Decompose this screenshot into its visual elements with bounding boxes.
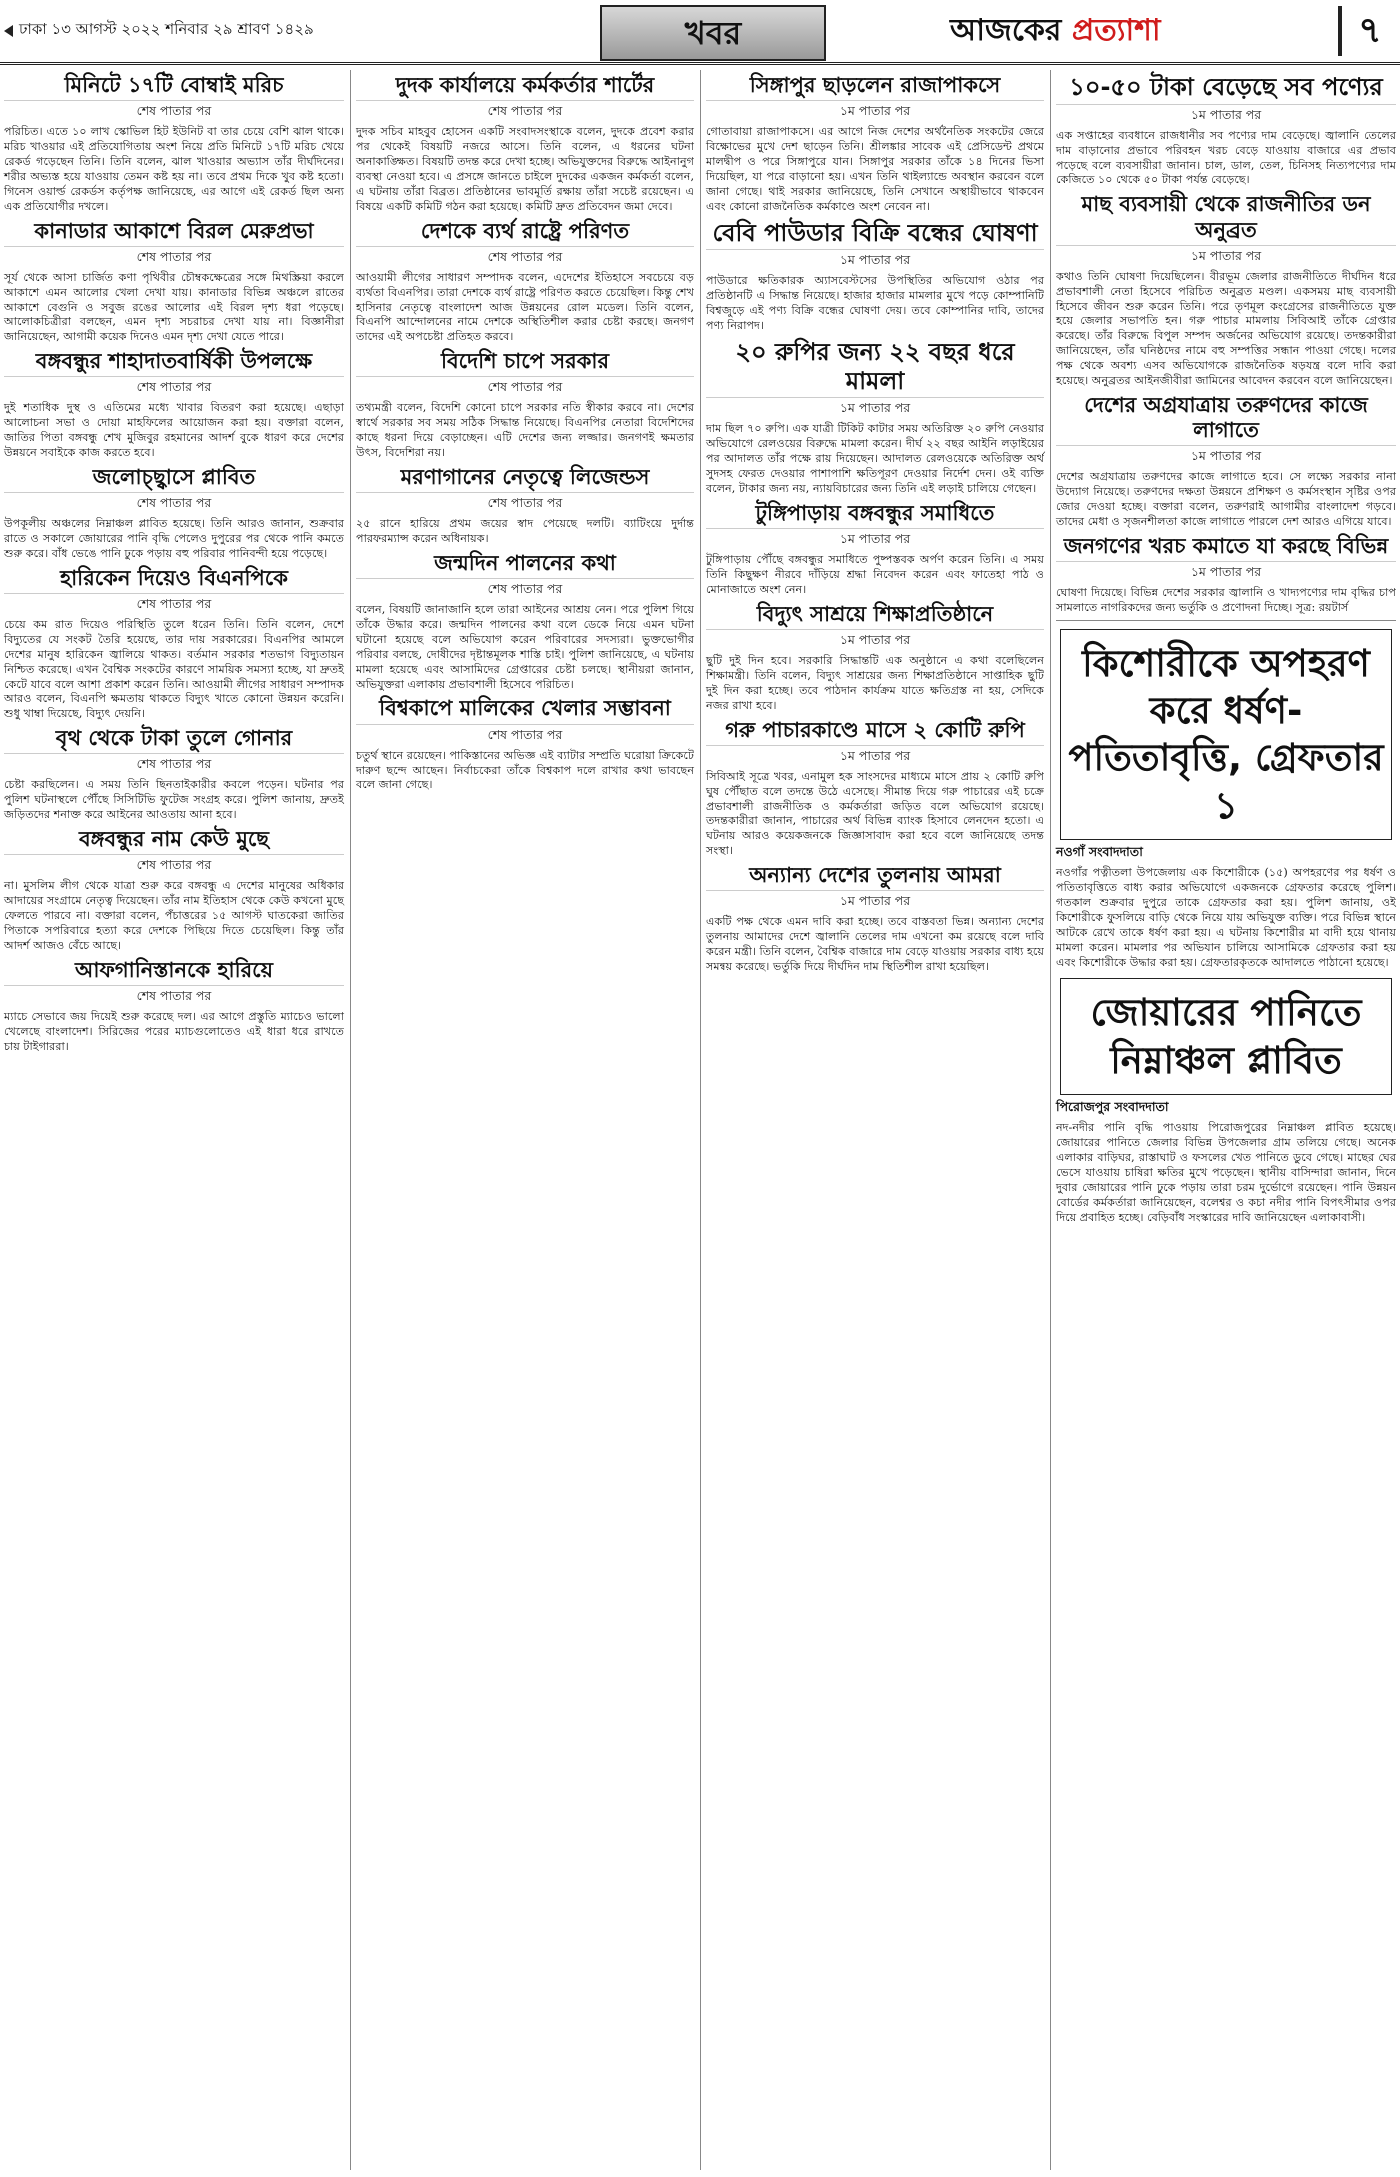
- column-divider: [1050, 70, 1051, 2170]
- column-divider: [700, 70, 701, 2170]
- article-body: এক সপ্তাহের ব্যবধানে রাজধানীর সব পণ্যের দাম বেড়েছে। জ্বালানি তেলের দাম বাড়ানোর প্রভাবে পরিবহন খরচ বেড়ে যাওয়ায় বাজারে এর প্রভাব পড়েছে বলে ব্যবসায়ীরা জানান। চাল, ডাল, তেল, চিনিসহ নিত্যপণ্যের দাম কেজিতে ১০ থেকে ৫০ টাকা পর্যন্ত বেড়েছে।: [1056, 128, 1396, 187]
- article-body: টুঙ্গিপাড়ায় পৌঁছে বঙ্গবন্ধুর সমাধিতে পুষ্পস্তবক অর্পণ করেন তিনি। এ সময় তিনি কিছুক্ষণ নীরবে দাঁড়িয়ে শ্রদ্ধা নিবেদন করেন এবং ফাতেহা পাঠ ও মোনাজাতে অংশ নেন।: [706, 553, 1044, 596]
- article: [4, 958, 344, 1055]
- article-body: আওয়ামী লীগের সাধারণ সম্পাদক বলেন, এদেশের ইতিহাসে সবচেয়ে বড় ব্যর্থতা বিএনপির। তারা দেশকে ব্যর্থ রাষ্ট্রে পরিণত করতে চেয়েছিল। কিন্তু শেখ হাসিনার নেতৃত্বে বাংলাদেশ আজ উন্নয়নের রোল মডেল। তিনি বলেন, বিএনপি আন্দোলনের নামে দেশকে অস্থিতিশীল করার চেষ্টা করছে। জনগণ তাদের এই অপচেষ্টা প্রতিহত করবে।: [356, 270, 694, 344]
- column-4: [1052, 70, 1400, 2170]
- column-1: [0, 70, 348, 2170]
- article-body: তথ্যমন্ত্রী বলেন, বিদেশি কোনো চাপে সরকার নতি স্বীকার করবে না। দেশের স্বার্থে সরকার সব সময় সঠিক সিদ্ধান্ত নিয়েছে। বিএনপির নেতারা বিদেশিদের কাছে ধরনা দিয়ে বেড়াচ্ছেন। এটি দেশের জন্য লজ্জার। জনগণই ক্ষমতার উৎস, বিদেশিরা নয়।: [356, 401, 694, 460]
- article-body: দুদক সচিব মাহবুব হোসেন একটি সংবাদসংস্থাকে বলেন, দুদকে প্রবেশ করার পর থেকেই বিষয়টি নজরে আসে। তিনি বলেন, এ ধরনের ঘটনা অনাকাঙ্ক্ষিত। বিষয়টি তদন্ত করে দেখা হচ্ছে। অভিযুক্তদের বিরুদ্ধে আইনানুগ ব্যবস্থা নেওয়া হবে। এ প্রসঙ্গে জানতে চাইলে দুদকের একজন কর্মকর্তা বলেন, এ ঘটনায় তাঁরা বিব্রত। প্রতিষ্ঠানের ভাবমূর্তি রক্ষায় তাঁরা সচেষ্ট রয়েছেন। এ বিষয়ে একটি কমিটি গঠন করা হয়েছে। কমিটি দ্রুত প্রতিবেদন জমা দেবে।: [356, 125, 694, 213]
- page-number: ৭: [1338, 6, 1398, 56]
- continued-label: ১ম পাতার পর: [1190, 448, 1262, 464]
- article-body: ২৫ রানে হারিয়ে প্রথম জয়ের স্বাদ পেয়েছে দলটি। ব্যাটিংয়ে দুর্দান্ত পারফরম্যান্স করেন অধিনায়ক।: [356, 517, 694, 545]
- article: [706, 73, 1044, 215]
- headline: বিশ্বকাপে মালিকের খেলার সম্ভাবনা: [356, 696, 694, 724]
- headline: ১০-৫০ টাকা বেড়েছে সব পণ্যের: [1056, 73, 1396, 105]
- headline: জন্মদিন পালনের কথা: [356, 551, 694, 579]
- article: [1056, 192, 1396, 389]
- article-body: চতুর্থ স্থানে রয়েছেন। পাকিস্তানের অভিজ্ঞ এই ব্যাটার সম্প্রতি ঘরোয়া ক্রিকেটে দারুণ ছন্দে আছেন। নির্বাচকেরা তাঁকে বিশ্বকাপ দলে রাখার কথা ভাবছেন বলে জানা গেছে।: [356, 748, 694, 792]
- continued-label: শেষ পাতার পর: [487, 103, 563, 119]
- headline: দেশকে ব্যর্থ রাষ্ট্রে পরিণত: [356, 219, 694, 247]
- headline: হারিকেন দিয়েও বিএনপিকে: [4, 566, 344, 594]
- masthead: [0, 0, 1400, 62]
- article-body: আজকের: [950, 13, 1062, 48]
- continued-label: ১ম পাতার পর: [839, 103, 911, 119]
- continued-label: শেষ পাতার পর: [487, 726, 563, 742]
- article: [4, 219, 344, 346]
- headline: জলোচ্ছ্বাসে প্লাবিত: [4, 465, 344, 493]
- continued-label: ১ম পাতার পর: [1190, 247, 1262, 263]
- column-divider: [350, 70, 351, 2170]
- headline: ২০ রুপির জন্য ২২ বছর ধরে মামলা: [706, 338, 1044, 399]
- article: [706, 863, 1044, 975]
- article: [356, 219, 694, 346]
- headline: বিদ্যুৎ সাশ্রয়ে শিক্ষাপ্রতিষ্ঠানে: [706, 602, 1044, 630]
- article: [4, 566, 344, 722]
- article-body: দাম ছিল ৭০ রুপি। এক যাত্রী টিকিট কাটার সময় অতিরিক্ত ২০ রুপি নেওয়ার অভিযোগে রেলওয়ের বিরুদ্ধে মামলা করেন। দীর্ঘ ২২ বছর আইনি লড়াইয়ের পর আদালত তাঁর পক্ষে রায় দিয়েছেন। আদালত রেলওয়েকে অতিরিক্ত অর্থ সুদসহ ফেরত দেওয়ার পাশাপাশি ক্ষতিপূরণ দেওয়ার নির্দেশ দেন। ওই ব্যক্তি বলেন, টাকার জন্য নয়, ন্যায়বিচারের জন্য তিনি এই লড়াই চালিয়ে গেছেন।: [706, 422, 1044, 496]
- masthead-rule: [0, 62, 1400, 65]
- headline: মাছ ব্যবসায়ী থেকে রাজনীতির ডন অনুব্রত: [1056, 192, 1396, 245]
- headline: দেশের অগ্রযাত্রায় তরুণদের কাজে লাগাতে: [1056, 393, 1396, 446]
- byline: নওগাঁ সংবাদদাতা: [1056, 844, 1143, 860]
- column-2: [352, 70, 698, 2170]
- article: [356, 73, 694, 215]
- divider: [1056, 620, 1396, 621]
- column-3: [702, 70, 1048, 2170]
- article: [706, 338, 1044, 497]
- article: [1056, 393, 1396, 530]
- continued-label: ১ম পাতার পর: [839, 631, 911, 647]
- article-body: উপকূলীয় অঞ্চলের নিম্নাঞ্চল প্লাবিত হয়েছে। তিনি আরও জানান, শুক্রবার রাতে ও সকালে জোয়ারের পানি বৃদ্ধি পেলেও দুপুরের পর থেকে পানি কমতে শুরু করে। বাঁধ ভেঙে পানি ঢুকে পড়ায় বহু পরিবার পানিবন্দী হয়ে পড়েছে।: [4, 517, 344, 560]
- headline: কানাডার আকাশে বিরল মেরুপ্রভা: [4, 219, 344, 247]
- article-body: না। মুসলিম লীগ থেকে যাত্রা শুরু করে বঙ্গবন্ধু এ দেশের মানুষের অধিকার আদায়ের সংগ্রামে নেতৃত্ব দিয়েছেন। তাঁর নাম ইতিহাস থেকে কেউ কখনো মুছে ফেলতে পারবে না। বক্তারা বলেন, পঁচাত্তরের ১৫ আগস্ট ঘাতকেরা জাতির পিতাকে সপরিবারে হত্যা করে দেশকে পিছিয়ে দিতে চেয়েছিল। কিন্তু তাঁর আদর্শ আজও বেঁচে আছে।: [4, 879, 344, 952]
- article: [1056, 629, 1396, 971]
- continued-label: ১ম পাতার পর: [1190, 563, 1262, 579]
- continued-label: ১ম পাতার পর: [839, 531, 911, 547]
- continued-label: শেষ পাতার পর: [136, 103, 212, 119]
- article-body: গোতাবায়া রাজাপাকসে। এর আগে নিজ দেশের অর্থনৈতিক সংকটের জেরে বিক্ষোভের মুখে দেশ ছাড়েন তিনি। শ্রীলঙ্কার সাবেক এই প্রেসিডেন্ট প্রথমে মালদ্বীপ ও পরে সিঙ্গাপুরে যান। সিঙ্গাপুর সরকার তাঁকে ১৪ দিনের ভিসা দিয়েছিল, যা পরে বাড়ানো হয়। এখন তিনি থাইল্যান্ডে অবস্থান করবেন বলে জানা গেছে। থাই সরকার জানিয়েছে, তিনি সেখানে অস্থায়ীভাবে থাকবেন এবং কোনো রাজনৈতিক কর্মকাণ্ডে অংশ নেবেন না।: [706, 125, 1044, 213]
- article: [4, 827, 344, 954]
- article-body: ম্যাচে সেভাবে জয় দিয়েই শুরু করেছে দল। এর আগে প্রস্তুতি ম্যাচেও ভালো খেলেছে বাংলাদেশ। সিরিজের পরের ম্যাচগুলোতেও এই ধারা ধরে রাখতে চায় টাইগাররা।: [4, 1009, 344, 1053]
- continued-label: শেষ পাতার পর: [136, 379, 212, 395]
- continued-label: শেষ পাতার পর: [136, 857, 212, 873]
- continued-label: ১ম পাতার পর: [839, 400, 911, 416]
- article-body: ছুটি দুই দিন হবে। সরকারি সিদ্ধান্তটি এক অনুষ্ঠানে এ কথা বলেছিলেন শিক্ষামন্ত্রী। তিনি বলেন, বিদ্যুৎ সাশ্রয়ের জন্য শিক্ষাপ্রতিষ্ঠানে সাপ্তাহিক ছুটি দুই দিন করা হচ্ছে। তবে পাঠদান কার্যক্রম যাতে ক্ষতিগ্রস্ত না হয়, সেদিকে নজর রাখা হবে।: [706, 653, 1044, 712]
- article-body: সূর্য থেকে আসা চার্জিত কণা পৃথিবীর চৌম্বকক্ষেত্রের সঙ্গে মিথস্ক্রিয়া করলে আকাশে এমন আলোর খেলা দেখা যায়। কানাডার বিভিন্ন অঞ্চলে রাতের আকাশে বেগুনি ও সবুজ রঙের আলোর এই বিরল দৃশ্য ধরা পড়েছে। আলোকচিত্রীরা বলছেন, এমন দৃশ্য সচরাচর দেখা যায় না। বিজ্ঞানীরা জানিয়েছেন, আগামী কয়েক দিনেও এমন দৃশ্য দেখা যেতে পারে।: [4, 270, 344, 344]
- headline: জনগণের খরচ কমাতে যা করছে বিভিন্ন: [1056, 534, 1396, 562]
- headline: বঙ্গবন্ধুর নাম কেউ মুছে: [4, 827, 344, 855]
- continued-label: ১ম পাতার পর: [839, 747, 911, 763]
- article: [706, 602, 1044, 714]
- continued-label: শেষ পাতার পর: [136, 987, 212, 1003]
- section-title: খবর: [600, 5, 826, 61]
- article-body: নওগাঁর পত্নীতলা উপজেলায় এক কিশোরীকে (১৫) অপহরণের পর ধর্ষণ ও পতিতাবৃত্তিতে বাধ্য করার অভিযোগে একজনকে গ্রেফতার করেছে পুলিশ। গতকাল শুক্রবার দুপুরে তাকে গ্রেফতার করা হয়। পুলিশ জানায়, ওই কিশোরীকে ফুসলিয়ে বাড়ি থেকে নিয়ে যায় অভিযুক্ত ব্যক্তি। পরে বিভিন্ন স্থানে আটকে রেখে তাকে ধর্ষণ করা হয়। এ ঘটনায় কিশোরীর মা বাদী হয়ে থানায় মামলা করেন। মামলার পর অভিযান চালিয়ে আসামিকে গ্রেফতার করা হয় এবং কিশোরীকে উদ্ধার করা হয়। গ্রেফতারকৃতকে আদালতে পাঠানো হয়েছে।: [1056, 866, 1396, 969]
- article-body: দেশের অগ্রযাত্রায় তরুণদের কাজে লাগাতে হবে। সে লক্ষ্যে সরকার নানা উদ্যোগ নিয়েছে। তরুণদের দক্ষতা উন্নয়নে প্রশিক্ষণ ও কর্মসংস্থান সৃষ্টির ওপর জোর দেওয়া হচ্ছে। বক্তারা বলেন, তরুণরাই আগামীর বাংলাদেশ গড়বে। তাদের মেধা ও সৃজনশীলতা কাজে লাগাতে পারলে দেশ আরও এগিয়ে যাবে।: [1056, 470, 1396, 528]
- article-body: ঘোষণা দিয়েছে। বিভিন্ন দেশের সরকার জ্বালানি ও খাদ্যপণ্যের দাম বৃদ্ধির চাপ সামলাতে নাগরিকদের জন্য ভর্তুকি ও প্রণোদনা দিচ্ছে। সূত্র: রয়টার্স: [1056, 585, 1396, 614]
- headline: মিনিটে ১৭টি বোম্বাই মরিচ: [4, 73, 344, 101]
- article-body: বলেন, বিষয়টি জানাজানি হলে তারা আইনের আশ্রয় নেন। পরে পুলিশ গিয়ে তাঁকে উদ্ধার করে। জন্মদিন পালনের কথা বলে ডেকে নিয়ে এমন ঘটনা ঘটানো হয়েছে বলে অভিযোগ করেন পরিবারের সদস্যরা। ভুক্তভোগীর পরিবার বলছে, দোষীদের দৃষ্টান্তমূলক শাস্তি চাই। পুলিশ জানিয়েছে, এ ঘটনায় মামলা হয়েছে এবং আসামিদের গ্রেপ্তারের চেষ্টা চলছে। স্থানীয়রা জানান, অভিযুক্তরা এলাকায় প্রভাবশালী হিসেবে পরিচিত।: [356, 603, 694, 691]
- article: [706, 501, 1044, 598]
- article: [4, 726, 344, 823]
- article-body: প্রত্যাশা: [1071, 13, 1161, 48]
- arrow-left-icon: [4, 25, 13, 37]
- continued-label: শেষ পাতার পর: [487, 495, 563, 511]
- article: [706, 718, 1044, 860]
- article-body: ঢাকা ১৩ আগস্ট ২০২২ শনিবার ২৯ শ্রাবণ ১৪২৯: [19, 20, 314, 38]
- headline: দুদক কার্যালয়ে কর্মকর্তার শার্টের: [356, 73, 694, 101]
- article: [706, 219, 1044, 334]
- headline: গরু পাচারকাণ্ডে মাসে ২ কোটি রুপি: [706, 718, 1044, 746]
- logo: [950, 6, 1161, 57]
- article-body: একটি পক্ষ থেকে এমন দাবি করা হচ্ছে। তবে বাস্তবতা ভিন্ন। অন্যান্য দেশের তুলনায় আমাদের দেশে জ্বালানি তেলের দাম এখনো কম রয়েছে বলে দাবি করেন মন্ত্রী। তিনি বলেন, বৈশ্বিক বাজারে দাম বেড়ে যাওয়ায় সরকার বাধ্য হয়ে সমন্বয় করেছে। ভর্তুকি দিয়ে দীর্ঘদিন দাম স্থিতিশীল রাখা হয়েছিল।: [706, 915, 1044, 973]
- headline: অন্যান্য দেশের তুলনায় আমরা: [706, 863, 1044, 891]
- article-body: চেষ্টা করছিলেন। এ সময় তিনি ছিনতাইকারীর কবলে পড়েন। ঘটনার পর পুলিশ ঘটনাস্থলে পৌঁছে সিসিটিভি ফুটেজ সংগ্রহ করে। পুলিশ জানায়, দ্রুতই জড়িতদের শনাক্ত করে আইনের আওতায় আনা হবে।: [4, 778, 344, 822]
- continued-label: শেষ পাতার পর: [487, 248, 563, 264]
- article: [1056, 978, 1396, 1225]
- headline-box: কিশোরীকে অপহরণ করে ধর্ষণ-পতিতাবৃত্তি, গ্রেফতার ১: [1060, 629, 1392, 840]
- continued-label: ১ম পাতার পর: [1190, 106, 1262, 122]
- date-line: [4, 18, 314, 43]
- headline: বঙ্গবন্ধুর শাহাদাতবার্ষিকী উপলক্ষে: [4, 349, 344, 377]
- article: [356, 349, 694, 461]
- continued-label: শেষ পাতার পর: [136, 595, 212, 611]
- headline: বেবি পাউডার বিক্রি বন্ধের ঘোষণা: [706, 219, 1044, 251]
- article-body: নদ-নদীর পানি বৃদ্ধি পাওয়ায় পিরোজপুরের নিম্নাঞ্চল প্লাবিত হয়েছে। জোয়ারের পানিতে জেলার বিভিন্ন উপজেলার গ্রাম তলিয়ে গেছে। অনেক এলাকার বাড়িঘর, রাস্তাঘাট ও ফসলের খেত পানিতে ডুবে গেছে। মাছের ঘের ভেসে যাওয়ায় চাষিরা ক্ষতির মুখে পড়েছেন। স্থানীয় বাসিন্দারা জানান, দিনে দুবার জোয়ারের পানি ঢুকে পড়ায় তারা চরম দুর্ভোগে রয়েছেন। পানি উন্নয়ন বোর্ডের কর্মকর্তারা জানিয়েছেন, বলেশ্বর ও কচা নদীর পানি বিপৎসীমার ওপর দিয়ে প্রবাহিত হচ্ছে। বেড়িবাঁধ সংস্কারের দাবি জানিয়েছেন এলাকাবাসী।: [1056, 1121, 1396, 1224]
- headline: মরণাগানের নেতৃত্বে লিজেন্ডস: [356, 465, 694, 493]
- headline: বৃথ থেকে টাকা তুলে গোনার: [4, 726, 344, 754]
- article-body: কথাও তিনি ঘোষণা দিয়েছিলেন। বীরভূম জেলার রাজনীতিতে দীর্ঘদিন ধরে প্রভাবশালী নেতা হিসেবে পরিচিত অনুব্রত মণ্ডল। একসময় মাছ ব্যবসায়ী হিসেবে জীবন শুরু করেন তিনি। পরে তৃণমূল কংগ্রেসের রাজনীতিতে যুক্ত হয়ে জেলার সভাপতি হন। গরু পাচার মামলায় সিবিআই তাঁকে গ্রেপ্তার করেছে। তাঁর বিরুদ্ধে বিপুল সম্পদ অর্জনের অভিযোগ রয়েছে। তদন্তকারীরা জানিয়েছেন, তাঁর ঘনিষ্ঠদের নামে বহু সম্পত্তির সন্ধান পাওয়া গেছে। দলের পক্ষ থেকে অবশ্য এসব অভিযোগকে রাজনৈতিক ষড়যন্ত্র বলে দাবি করা হয়েছে। অনুব্রতর আইনজীবীরা জামিনের আবেদন করবেন বলে জানিয়েছেন।: [1056, 269, 1396, 387]
- continued-label: শেষ পাতার পর: [136, 756, 212, 772]
- article-body: চেয়ে কম রাত দিয়েও পরিস্থিতি তুলে ধরেন তিনি। তিনি বলেন, দেশে বিদ্যুতের যে সংকট তৈরি হয়েছে, তার দায় সরকারের। বিএনপির আমলে দেশের মানুষ হারিকেন জ্বালিয়ে থাকত। বর্তমান সরকার শতভাগ বিদ্যুতায়ন নিশ্চিত করেছে। এখন বৈশ্বিক সংকটের কারণে সাময়িক সমস্যা হচ্ছে, যা দ্রুতই কেটে যাবে বলে আশা প্রকাশ করেন তিনি। আওয়ামী লীগের সাধারণ সম্পাদক আরও বলেন, বিএনপি ক্ষমতায় থাকতে বিদ্যুৎ খাতে কোনো উন্নয়ন করেনি। শুধু খাম্বা দিয়েছে, বিদ্যুৎ দেয়নি।: [4, 617, 344, 721]
- headline: আফগানিস্তানকে হারিয়ে: [4, 958, 344, 986]
- article-body: দুই শতাধিক দুস্থ ও এতিমের মধ্যে খাবার বিতরণ করা হয়েছে। এছাড়া আলোচনা সভা ও দোয়া মাহফিলের আয়োজন করা হয়। বক্তারা বলেন, জাতির পিতা বঙ্গবন্ধু শেখ মুজিবুর রহমানের আদর্শ বুকে ধারণ করে দেশের উন্নয়নে সবাইকে কাজ করতে হবে।: [4, 401, 344, 460]
- continued-label: শেষ পাতার পর: [487, 379, 563, 395]
- article: [4, 349, 344, 461]
- article: [356, 465, 694, 547]
- article: [1056, 534, 1396, 616]
- continued-label: শেষ পাতার পর: [136, 248, 212, 264]
- article: [4, 465, 344, 562]
- article-body: সিবিআই সূত্রে খবর, এনামুল হক সাংসদের মাধ্যমে মাসে প্রায় ২ কোটি রুপি ঘুষ পৌঁছাত বলে তদন্তে উঠে এসেছে। সীমান্ত দিয়ে গরু পাচারের এই চক্রে প্রভাবশালী রাজনীতিক ও কর্মকর্তারা জড়িত বলে অভিযোগ রয়েছে। তদন্তকারীরা জানান, পাচারের অর্থ বিভিন্ন ব্যাংক হিসাবে লেনদেন হতো। এ ঘটনায় আরও কয়েকজনকে জিজ্ঞাসাবাদ করা হবে বলে জানিয়েছে তদন্ত সংস্থা।: [706, 769, 1044, 858]
- continued-label: শেষ পাতার পর: [136, 495, 212, 511]
- article: [1056, 73, 1396, 188]
- continued-label: ১ম পাতার পর: [839, 893, 911, 909]
- byline: পিরোজপুর সংবাদদাতা: [1056, 1099, 1169, 1115]
- article: [356, 551, 694, 693]
- continued-label: শেষ পাতার পর: [487, 581, 563, 597]
- article: [356, 696, 694, 793]
- headline: সিঙ্গাপুর ছাড়লেন রাজাপাকসে: [706, 73, 1044, 101]
- headline: বিদেশি চাপে সরকার: [356, 349, 694, 377]
- article-body: পরিচিত। এতে ১০ লাখ স্কোভিল হিট ইউনিট বা তার চেয়ে বেশি ঝাল থাকে। মরিচ খাওয়ার এই প্রতিযোগিতায় অংশ নিয়ে প্রতি মিনিটে ১৭টি মরিচ খেয়ে রেকর্ড গড়েছেন তিনি। তিনি বলেন, ঝাল খাওয়ার অভ্যাস তাঁর দীর্ঘদিনের। শরীর অভ্যস্ত হয়ে যাওয়ায় তেমন কষ্ট হয় না। তবে প্রথম দিকে খুব কষ্ট হতো। গিনেস ওয়ার্ল্ড রেকর্ডস কর্তৃপক্ষ জানিয়েছে, এর আগে এই রেকর্ড ছিল অন্য এক প্রতিযোগীর দখলে।: [4, 125, 344, 213]
- article: [4, 73, 344, 215]
- headline-box: জোয়ারের পানিতে নিম্নাঞ্চল প্লাবিত: [1060, 978, 1392, 1095]
- headline: টুঙ্গিপাড়ায় বঙ্গবন্ধুর সমাধিতে: [706, 501, 1044, 529]
- article-body: পাউডারে ক্ষতিকারক অ্যাসবেস্টসের উপস্থিতির অভিযোগ ওঠার পর প্রতিষ্ঠানটি এ সিদ্ধান্ত নিয়েছে। হাজার হাজার মামলার মুখে পড়ে কোম্পানিটি বিশ্বজুড়ে এই পণ্য বিক্রি বন্ধের ঘোষণা দেয়। তবে কোম্পানির দাবি, তাদের পণ্য নিরাপদ।: [706, 274, 1044, 332]
- continued-label: ১ম পাতার পর: [839, 252, 911, 268]
